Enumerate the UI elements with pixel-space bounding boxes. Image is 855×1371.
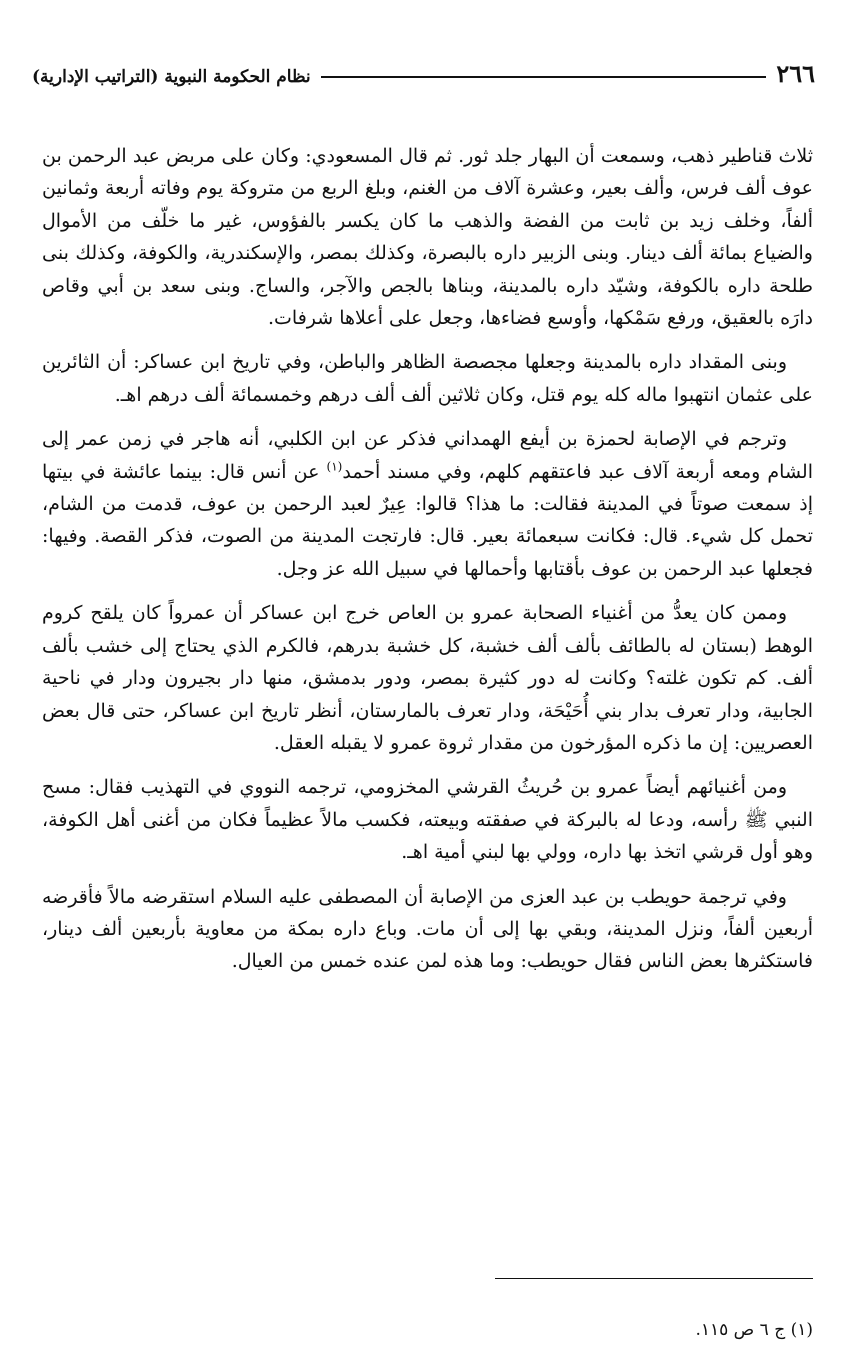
paragraph: ثلاث قناطير ذهب، وسمعت أن البهار جلد ثور. ثم قال المسعودي: وكان على مربض عبد الرحمن بن عوف ألف فرس، وألف بعير، وعشرة آلاف من الغنم، وبلغ الربع من متروكة يوم وفاته أربعة وثمانين ألفاً، وخلف زيد بن ثابت من الفضة والذهب ما كان يكسر بالفؤوس، غير ما خلّف من الأموال والضياع بمائة ألف دينار. وبنى الزبير داره بالبصرة، وكذلك بمصر، والإسكندرية، والكوفة، وكذلك بنى طلحة داره بالكوفة، وشيّد داره بالمدينة، وبناها بالجص والآجر، والساج. وبنى سعد بن أبي وقاص دارَه بالعقيق، ورفع سَمْكها، وأوسع فضاءها، وجعل على أعلاها شرفات. bbox=[42, 145, 813, 330]
header-rule bbox=[321, 76, 767, 78]
paragraph-text: عن أنس قال: بينما عائشة في بيتها إذ سمعت صوتاً في المدينة فقالت: ما هذا؟ قالوا: عِيرٌ لعبد الرحمن بن عوف، قدمت من الشام، تحمل كل شيء. قال: فكانت سبعمائة بعير. قال: فارتجت المدينة من الصوت، فذكر القصة. وفيها: فجعلها عبد الرحمن بن عوف بأقتابها وأحمالها في سبيل الله عز وجل. bbox=[42, 460, 813, 580]
paragraph: ومن أغنيائهم أيضاً عمرو بن حُريثُ القرشي المخزومي، ترجمه النووي في التهذيب فقال: مسح النبي ﷺ رأسه، ودعا له بالبركة في صفقته وبيعته، فكسب مالاً عظيماً فكان من أغنى أهل الكوفة، وهو أول قرشي اتخذ بها داره، وولي بها لبني أمية اهـ. bbox=[42, 776, 813, 864]
page-number: ٢٦٦ bbox=[776, 59, 815, 88]
footnote-separator bbox=[495, 1278, 813, 1279]
paragraph: وفي ترجمة حويطب بن عبد العزى من الإصابة أن المصطفى عليه السلام استقرضه مالاً فأقرضه أربعين ألفاً، ونزل المدينة، وبقي بها إلى أن مات. وباع داره بمكة من معاوية بأربعين ألف دينار، فاستكثرها بعض الناس فقال حويطب: وما هذه لمن عنده خمس من العيال. bbox=[42, 885, 813, 973]
footnote: (١) ج ٦ ص ١١٥. bbox=[695, 1320, 813, 1340]
running-title: نظام الحكومة النبوية (التراتيب الإدارية) bbox=[32, 67, 311, 87]
paragraph-text: وترجم في الإصابة لحمزة بن أيفع الهمداني فذكر عن ابن الكلبي، أنه هاجر في زمن عمر إلى الشام ومعه أربعة آلاف عبد فاعتقهم كلهم، وفي مسند أحمد bbox=[42, 428, 813, 483]
paragraph: وبنى المقداد داره بالمدينة وجعلها مجصصة الظاهر والباطن، وفي تاريخ ابن عساكر: أن الثائرين على عثمان انتهبوا ماله كله يوم قتل، وكان ثلاثين ألف ألف درهم وخمسمائة ألف درهم اهـ. bbox=[42, 351, 813, 406]
paragraph: وممن كان يعدُّ من أغنياء الصحابة عمرو بن العاص خرج ابن عساكر أن عمرواً كان يلقح كروم الوهط (بستان له بالطائف بألف ألف خشبة، كل خشبة بدرهم، فالكرم الذي يحتاج إلى خشب بألف ألف. كم تكون غلته؟ وكانت له دور كثيرة بمصر، ودور بدمشق، منها دار بجيرون ودار في ناحية الجابية، ودار تعرف بدار بني أُحَيْحَة، ودار تعرف بالمارستان، أنظر تاريخ ابن عساكر، حتى قال بعض العصريين: إن ما ذكره المؤرخون من مقدار ثروة عمرو لا يقبله العقل. bbox=[42, 602, 813, 754]
page-header bbox=[32, 58, 815, 90]
footnote-reference: (١) bbox=[326, 459, 343, 474]
paragraph bbox=[42, 423, 813, 585]
main-text bbox=[42, 140, 813, 990]
